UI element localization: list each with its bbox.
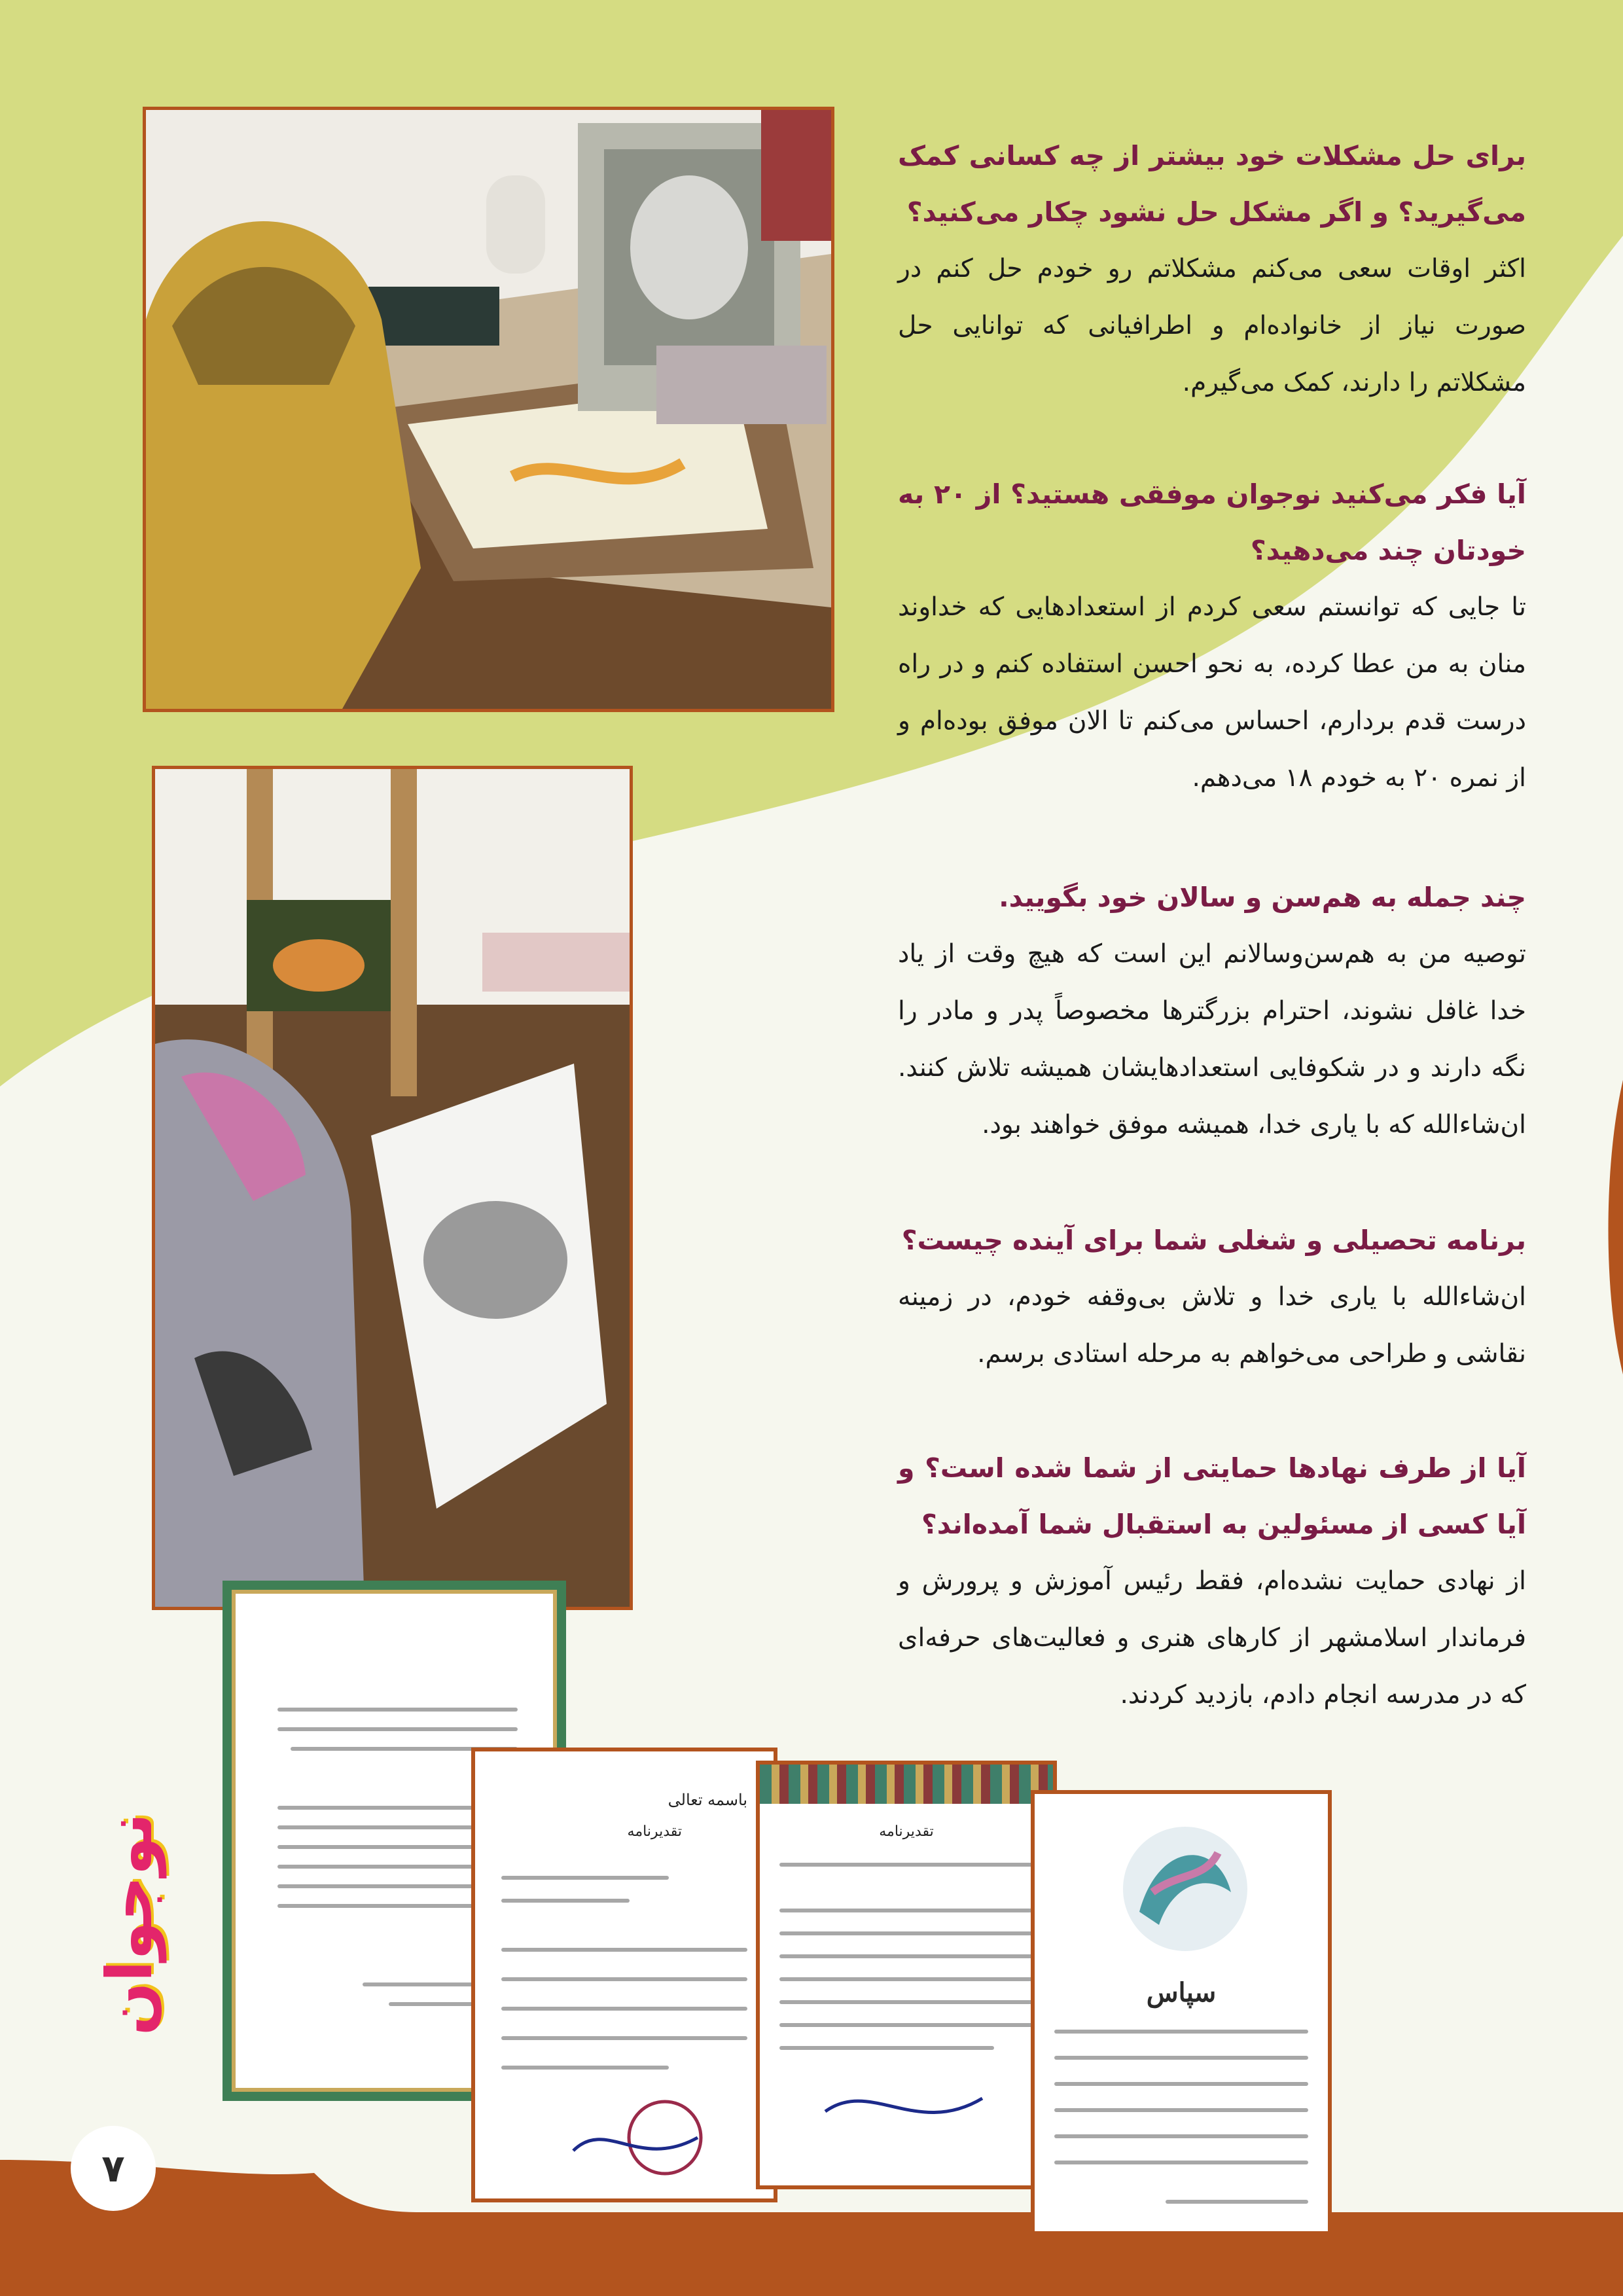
certificate-3: [756, 1761, 1057, 2189]
certificate-3-title: تقدیرنامه: [879, 1823, 934, 1840]
answer-5: از نهادی حمایت نشده‌ام، فقط رئیس آموزش و پرورش و فرماندار اسلامشهر از کارهای هنری و فعالیت‌های حرفه‌ای که در مدرسه انجام دادم، بازدید کردند.: [898, 1566, 1526, 1710]
photo-easel-portrait: [152, 766, 633, 1610]
answer-1: اکثر اوقات سعی می‌کنم مشکلاتم رو خودم حل کنم در صورت نیاز از خانواده‌ام و اطرافیانی که توانایی حل مشکلاتم را دارند، کمک می‌گیرم.: [898, 254, 1526, 397]
answer-4: ان‌شاءالله با یاری خدا و تلاش بی‌وقفه خودم، در زمینه نقاشی و طراحی می‌خواهم به مرحله استادی برسم.: [898, 1282, 1526, 1369]
certificate-2: [471, 1748, 777, 2202]
question-4: برنامه تحصیلی و شغلی شما برای آینده چیست؟: [901, 1225, 1526, 1256]
qa-section-1: [898, 128, 1526, 411]
magazine-logo: [71, 1812, 188, 2036]
photo-drawing-desk: [143, 107, 834, 712]
question-2: آیا فکر می‌کنید نوجوان موفقی هستید؟ از ۲۰ به خودتان چند می‌دهید؟: [898, 478, 1526, 566]
question-3: چند جمله به هم‌سن و سالان خود بگویید.: [999, 882, 1526, 913]
right-edge-accent: [1609, 1080, 1623, 1374]
page-number: ۷: [71, 2126, 156, 2211]
qa-section-3: [898, 869, 1526, 1153]
answer-3: توصیه من به هم‌سن‌وسالانم این است که هیچ وقت از یاد خدا غافل نشوند، احترام بزرگترها مخصوصاً پدر و مادر را نگه دارند و در شکوفایی استعدادهایشان همیشه تلاش کنند. ان‌شاءالله که با یاری خدا، همیشه موفق خواهند بود.: [898, 939, 1526, 1139]
answer-2: تا جایی که توانستم سعی کردم از استعدادهایی که خداوند منان به من عطا کرده، به نحو احسن استفاده کنم و در راه درست قدم بردارم، احساس می‌کنم تا الان موفق بوده‌ام و از نمره ۲۰ به خودم ۱۸ می‌دهم.: [898, 592, 1526, 793]
magazine-logo-text: نوجوان: [93, 1812, 166, 2036]
certificate-4-title: سپاس: [1146, 1977, 1217, 2008]
qa-section-2: [898, 466, 1526, 806]
certificate-4: [1031, 1790, 1332, 2235]
question-1: برای حل مشکلات خود بیشتر از چه کسانی کمک می‌گیرید؟ و اگر مشکل حل نشود چکار می‌کنید؟: [898, 140, 1526, 228]
certificate-2-heading: باسمه تعالی: [668, 1791, 747, 1809]
question-5: آیا از طرف نهادها حمایتی از شما شده است؟ و آیا کسی از مسئولین به استقبال شما آمده‌اند؟: [898, 1452, 1526, 1540]
certificate-2-title: تقدیرنامه: [627, 1823, 682, 1840]
qa-section-4: [898, 1212, 1526, 1382]
qa-section-5: [898, 1440, 1526, 1723]
